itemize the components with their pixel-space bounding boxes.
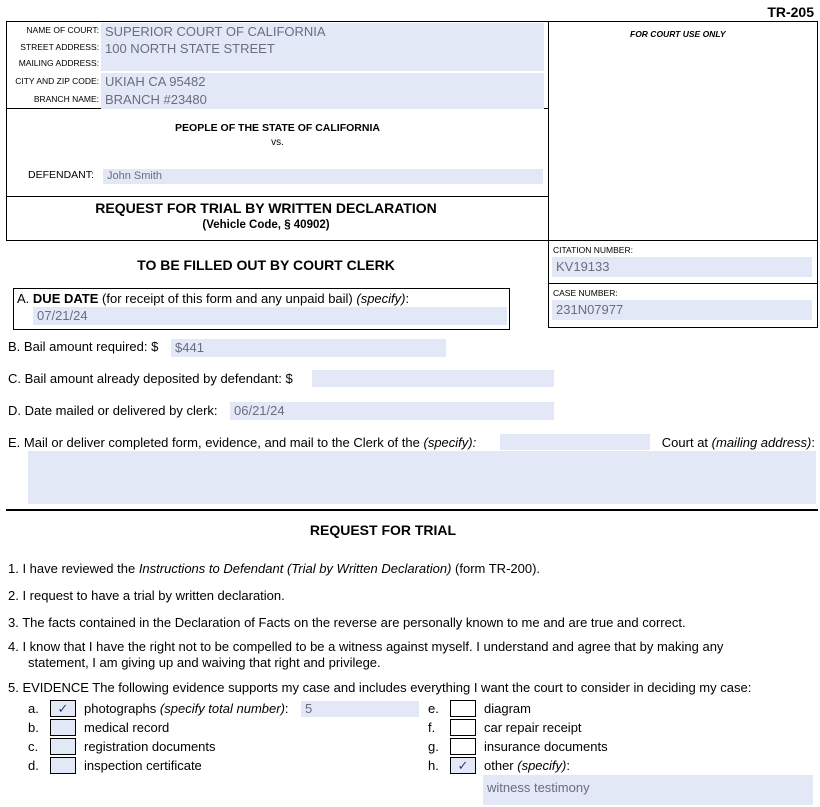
form-number: TR-205: [767, 4, 814, 20]
case-number-label: CASE NUMBER:: [553, 288, 618, 298]
statement-4-line1: 4. I know that I have the right not to be compelled to be a witness against myself. I understand and agree that by making any: [8, 639, 724, 654]
other-evidence-checkbox[interactable]: ✓: [450, 757, 476, 774]
statement-5-evidence: 5. EVIDENCE The following evidence supports my case and includes everything I want the court to consider in deciding my case:: [8, 680, 752, 695]
case-number-field[interactable]: 231N07977: [552, 300, 812, 320]
defendant-field[interactable]: John Smith: [103, 169, 543, 184]
mailing-address-textarea[interactable]: [28, 451, 816, 504]
mail-to-clerk-label: E. Mail or deliver completed form, evidence, and mail to the Clerk of the (specify):: [8, 435, 477, 450]
statement-1: 1. I have reviewed the Instructions to Defendant (Trial by Written Declaration) (form TR-200).: [8, 561, 541, 576]
evidence-g-letter: g.: [428, 739, 439, 754]
court-at-label: Court at (mailing address):: [661, 435, 815, 450]
form-subtitle: (Vehicle Code, § 40902): [202, 219, 330, 231]
mailing-address-field[interactable]: [101, 56, 544, 71]
city-zip-label: CITY AND ZIP CODE:: [15, 76, 99, 86]
other-evidence-label: other (specify):: [484, 758, 570, 773]
photographs-label: photographs (specify total number):: [84, 701, 289, 716]
evidence-f-letter: f.: [428, 720, 436, 735]
clerk-section-heading: TO BE FILLED OUT BY COURT CLERK: [137, 257, 395, 273]
statement-3: 3. The facts contained in the Declaration of Facts on the reverse are personally known to me and are true and correct.: [8, 615, 686, 630]
citation-number-field[interactable]: KV19133: [552, 257, 812, 277]
registration-documents-label: registration documents: [84, 739, 216, 754]
evidence-a-letter: a.: [28, 701, 39, 716]
court-use-box: [548, 21, 818, 241]
registration-documents-checkbox[interactable]: [50, 738, 76, 755]
evidence-h-letter: h.: [428, 758, 439, 773]
due-date-line: A. DUE DATE (for receipt of this form and any unpaid bail) (specify):: [17, 291, 410, 306]
request-heading: REQUEST FOR TRIAL: [309, 522, 457, 538]
date-mailed-label: D. Date mailed or delivered by clerk:: [8, 403, 218, 418]
street-address-field[interactable]: 100 NORTH STATE STREET: [101, 40, 544, 58]
versus-text: vs.: [271, 137, 284, 148]
medical-record-label: medical record: [84, 720, 170, 735]
statement-4-line2: statement, I am giving up and waiving that right and privilege.: [28, 655, 381, 670]
evidence-e-letter: e.: [428, 701, 439, 716]
branch-name-field[interactable]: BRANCH #23480: [101, 91, 544, 109]
street-address-label: STREET ADDRESS:: [20, 42, 99, 52]
photographs-count-field[interactable]: 5: [301, 701, 419, 717]
insurance-documents-checkbox[interactable]: [450, 738, 476, 755]
other-evidence-field[interactable]: witness testimony: [483, 775, 813, 805]
mailing-address-label: MAILING ADDRESS:: [18, 58, 99, 68]
diagram-checkbox[interactable]: [450, 700, 476, 717]
court-name-label: NAME OF COURT:: [26, 25, 99, 35]
car-repair-receipt-checkbox[interactable]: [450, 719, 476, 736]
statement-2: 2. I request to have a trial by written declaration.: [8, 588, 285, 603]
citation-number-label: CITATION NUMBER:: [553, 245, 633, 255]
inspection-certificate-label: inspection certificate: [84, 758, 202, 773]
bail-required-label: B. Bail amount required: $: [8, 339, 159, 354]
date-mailed-field[interactable]: 06/21/24: [230, 402, 554, 420]
car-repair-receipt-label: car repair receipt: [484, 720, 582, 735]
diagram-label: diagram: [484, 701, 531, 716]
form-title: REQUEST FOR TRIAL BY WRITTEN DECLARATION: [95, 200, 437, 216]
city-zip-field[interactable]: UKIAH CA 95482: [101, 73, 544, 91]
evidence-d-letter: d.: [28, 758, 39, 773]
due-date-field[interactable]: 07/21/24: [33, 307, 507, 325]
defendant-label: DEFENDANT:: [28, 169, 94, 181]
bail-required-field[interactable]: $441: [171, 339, 446, 357]
bail-deposited-label: C. Bail amount already deposited by defendant: $: [8, 371, 293, 386]
people-heading: PEOPLE OF THE STATE OF CALIFORNIA: [175, 122, 380, 134]
photographs-checkbox[interactable]: ✓: [50, 700, 76, 717]
evidence-b-letter: b.: [28, 720, 39, 735]
branch-name-label: BRANCH NAME:: [33, 94, 99, 104]
insurance-documents-label: insurance documents: [484, 739, 608, 754]
bail-deposited-field[interactable]: [312, 370, 554, 387]
court-name-field[interactable]: SUPERIOR COURT OF CALIFORNIA: [101, 23, 544, 41]
medical-record-checkbox[interactable]: [50, 719, 76, 736]
clerk-court-field[interactable]: [500, 434, 650, 450]
court-use-only-label: FOR COURT USE ONLY: [630, 29, 726, 39]
evidence-c-letter: c.: [28, 739, 39, 754]
inspection-certificate-checkbox[interactable]: [50, 757, 76, 774]
